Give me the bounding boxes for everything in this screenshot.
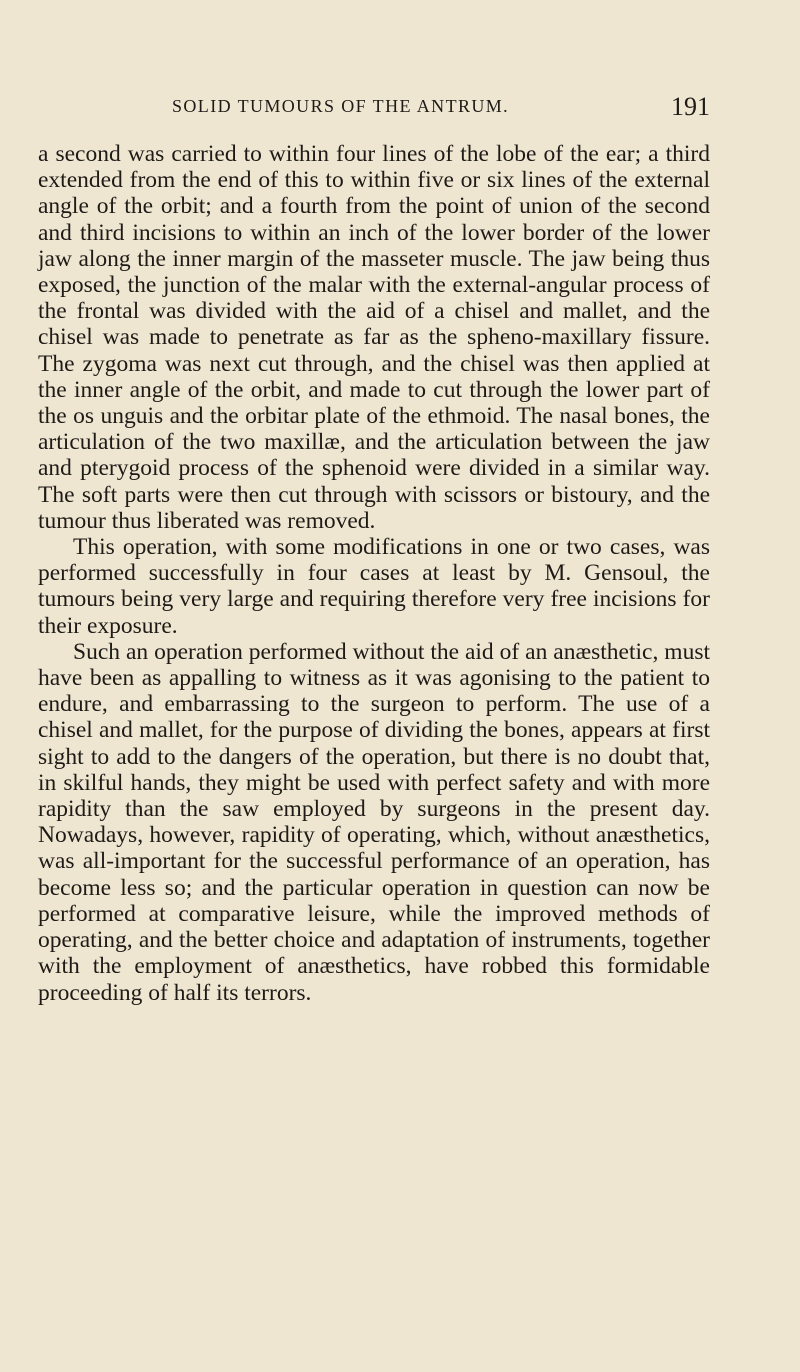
paragraph-gensoul-cases: This operation, with some modifications in one or two cases, was performed successfully in four cases at least by M. Gensoul, the tumours being very large and requiring therefore very free incisions for their exposure. bbox=[38, 534, 710, 639]
running-head: SOLID TUMOURS OF THE ANTRUM. bbox=[172, 96, 510, 116]
page-header bbox=[38, 92, 710, 124]
paragraph-continued: a second was carried to within four lines of the lobe of the ear; a third extended from the end of this to within five or six lines of the external angle of the orbit; and a fourth from the point of union of the second and third incisions to within an inch of the lower border of the lower jaw along the inner margin of the masseter muscle. The jaw being thus exposed, the junction of the malar with the external-angular process of the frontal was divided with the aid of a chisel and mallet, and the chisel was made to penetrate as far as the spheno-maxillary fissure. The zygoma was next cut through, and the chisel was then applied at the inner angle of the orbit, and made to cut through the lower part of the os unguis and the orbitar plate of the ethmoid. The nasal bones, the articulation of the two maxillæ, and the articulation between the jaw and pterygoid process of the sphenoid were divided in a similar way. The soft parts were then cut through with scissors or bistoury, and the tumour thus liberated was removed. bbox=[38, 141, 710, 534]
body-text bbox=[38, 141, 710, 1006]
paragraph-anaesthetic: Such an operation performed without the aid of an anæsthetic, must have been as appalling to witness as it was agonising to the patient to endure, and embarrassing to the surgeon to perform. The use of a chisel and mallet, for the purpose of dividing the bones, appears at first sight to add to the dangers of the operation, but there is no doubt that, in skilful hands, they might be used with perfect safety and with more rapidity than the saw employed by surgeons in the present day. Nowadays, however, rapidity of operating, which, without anæsthetics, was all-important for the successful performance of an operation, has become less so; and the particular operation in question can now be performed at comparative leisure, while the improved methods of operating, and the better choice and adaptation of instruments, together with the employment of anæsthetics, have robbed this formidable proceeding of half its terrors. bbox=[38, 638, 710, 1006]
page-number: 191 bbox=[671, 92, 710, 121]
